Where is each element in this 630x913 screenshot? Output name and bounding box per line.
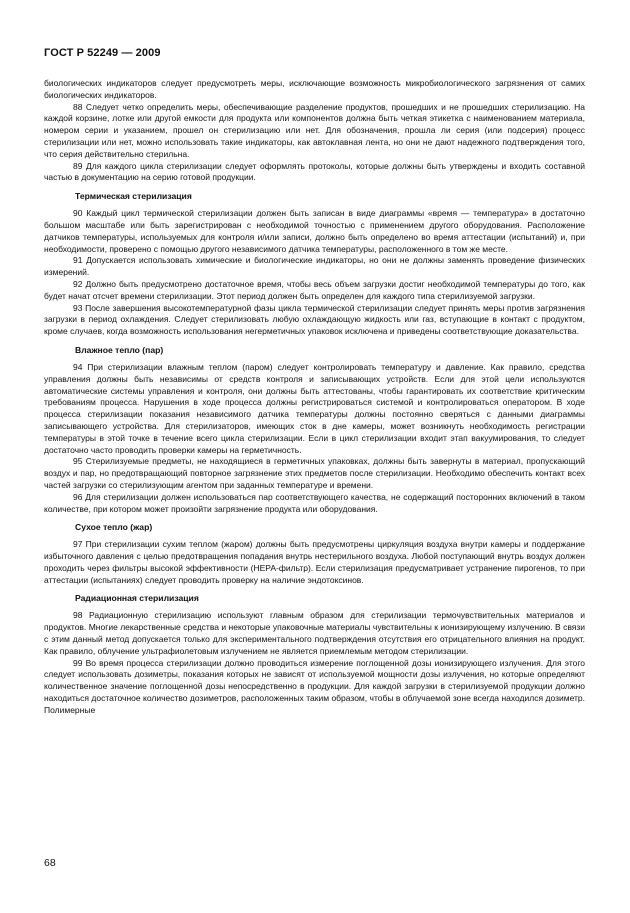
document-header: ГОСТ Р 52249 — 2009 xyxy=(44,47,161,59)
paragraph-95: 95 Стерилизуемые предметы, не находящиеся в герметичных упаковках, должны быть завернуты в материал, пропускающий воздух и пар, но предотвращающий повторное загрязнение этих предметов после стерилизации. Необходимо обеспечить контакт всех частей загрузки со стерилизующим агентом при заданных температуре и времени. xyxy=(44,456,585,490)
paragraph-98: 98 Радиационную стерилизацию используют главным образом для стерилизации термочувствительных материалов и продуктов. Многие лекарственные средства и некоторые упаковочные материалы чувствительны к ионизирующему излучению. В связи с этим данный метод допускается только для экспериментального подтверждения отсутствия его отрицательного влияния на продукт. Как правило, облучение ультрафиолетовым излучением не является приемлемым методом стерилизации. xyxy=(44,610,585,656)
paragraph-94: 94 При стерилизации влажным теплом (паром) следует контролировать температуру и давление. Как правило, средства управления должны быть независимы от средств контроля и записывающих устройств. Если для этой цели используются автоматические системы управления и контроля, они должны быть аттестованы, чтобы гарантировать их соответствие критическим требованиям процесса. Нарушения в ходе процесса должны регистрироваться системой и контролироваться оператором. В ходе процесса стерилизации показания независимого датчика температуры должны постоянно сверяться с данными диаграммы записывающего устройства. Для стерилизаторов, имеющих сток в дне камеры, может возникнуть необходимость регистрации температуры в этой точке в течение всего цикла стерилизации. Если в цикл стерилизации входит этап вакуумирования, то следует достаточно часто проводить проверки камеры на герметичность. xyxy=(44,361,585,455)
paragraph-90: 90 Каждый цикл термической стерилизации должен быть записан в виде диаграммы «время — температура» в достаточно большом масштабе или быть зарегистрирован с необходимой точностью с применением другого оборудования. Расположение датчиков температуры, используемых для контроля и/или записи, должно быть определено во время аттестации (испытаний) и, при необходимости, проверено с помощью другого независимого датчика температуры, расположенного в том же месте. xyxy=(44,208,585,254)
section-heading-thermal: Термическая стерилизация xyxy=(75,191,192,202)
paragraph-93: 93 После завершения высокотемпературной фазы цикла термической стерилизации следует принять меры против загрязнения загрузки в период охлаждения. Следует стерилизовать любую охлаждающую жидкость или газ, вступающие в контакт с продуктом, кроме случаев, когда возможность использования негерметичных упаковок исключена и приведены соответствующие доказательства. xyxy=(44,302,585,337)
paragraph-91: 91 Допускается использовать химические и биологические индикаторы, но они не должны заменять проведение физических измерений. xyxy=(44,255,585,278)
paragraph-continuation: биологических индикаторов следует предусмотреть меры, исключающие возможность микробиологического загрязнения от самих биологических индикаторов. xyxy=(44,78,585,100)
section-heading-moist-heat: Влажное тепло (пар) xyxy=(75,344,164,355)
paragraph-99: 99 Во время процесса стерилизации должно проводиться измерение поглощенной дозы ионизирующего излучения. Для этого следует использовать дозиметры, показания которых не зависят от используемой мощности дозы излучения, но которые определяют количественное значение поглощенной дозы непосредственно в продукции. Для каждой загрузки в стерилизуемой продукции должно находиться достаточное количество дозиметров, расположенных таким образом, чтобы в облучаемой зоне всегда находился дозиметр. Полимерные xyxy=(44,657,585,715)
paragraph-88: 88 Следует четко определить меры, обеспечивающие разделение продуктов, прошедших и не прошедших стерилизацию. На каждой корзине, лотке или другой емкости для продукта или компонентов должна быть четкая этикетка с наименованием материала, номером серии и указанием, прошел он стерилизацию или нет. Для обозначения, прошла ли серия (или подсерия) процесс стерилизации или нет, можно использовать такие индикаторы, как автоклавная лента, но они не дают надежного подтверждения того, что серия действительно стерильна. xyxy=(44,101,585,159)
paragraph-92: 92 Должно быть предусмотрено достаточное время, чтобы весь объем загрузки достиг необходимой температуры до того, как будет начат отсчет времени стерилизации. Этот период должен быть определен для каждого типа стерилизуемой загрузки. xyxy=(44,278,585,301)
section-heading-radiation: Радиационная стерилизация xyxy=(75,593,199,604)
paragraph-89: 89 Для каждого цикла стерилизации следует оформлять протоколы, которые должны быть утверждены и входить составной частью в документацию на серию готовой продукции. xyxy=(44,160,585,183)
paragraph-96: 96 Для стерилизации должен использоваться пар соответствующего качества, не содержащий посторонних включений в таком количестве, при котором может произойти загрязнение продукта или оборудования. xyxy=(44,491,585,514)
document-body xyxy=(44,78,585,717)
section-heading-dry-heat: Сухое тепло (жар) xyxy=(75,522,153,533)
paragraph-97: 97 При стерилизации сухим теплом (жаром) должны быть предусмотрены циркуляция воздуха внутри камеры и поддержание избыточного давления с целью предотвращения попадания внутрь нестерильного воздуха. Любой поступающий внутрь воздух должен проходить через фильтры высокой эффективности (НЕРА-фильтр). Если стерилизация предусматривает устранение пирогенов, то при аттестации (испытаниях) следует проводить проверку на наличие эндотоксинов. xyxy=(44,539,585,585)
page-number: 68 xyxy=(44,857,56,869)
